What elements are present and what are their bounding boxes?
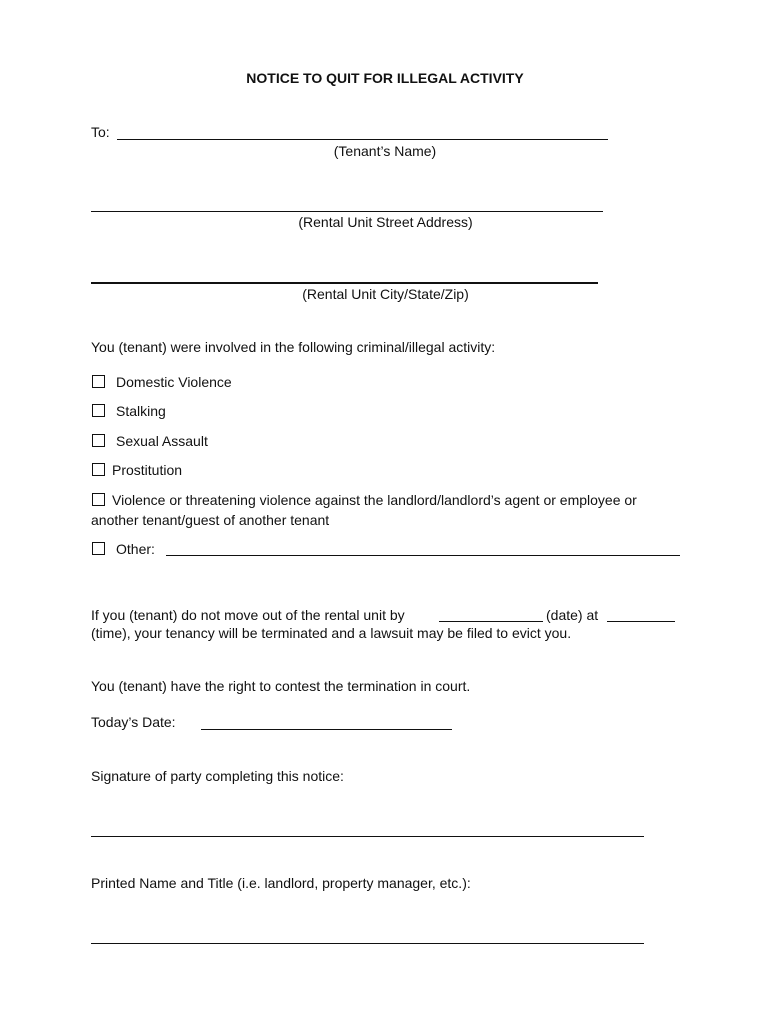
city-state-zip-caption: (Rental Unit City/State/Zip) [302,286,469,302]
move-out-text-start: If you (tenant) do not move out of the rental unit by [91,607,405,623]
tenant-name-field[interactable] [117,139,608,140]
todays-date-label: Today’s Date: [91,714,176,730]
other-activity-field[interactable] [166,555,680,556]
violence-threat-label-continued: another tenant/guest of another tenant [91,512,330,528]
sexual-assault-checkbox[interactable] [92,434,105,447]
move-out-date-field[interactable] [439,621,543,622]
document-title: NOTICE TO QUIT FOR ILLEGAL ACTIVITY [246,70,524,86]
sexual-assault-label: Sexual Assault [116,433,208,449]
prostitution-label: Prostitution [112,462,183,478]
domestic-violence-checkbox[interactable] [92,375,105,388]
move-out-text-end: (time), your tenancy will be terminated and a lawsuit may be filed to evict you. [91,625,572,641]
involvement-intro: You (tenant) were involved in the following criminal/illegal activity: [91,339,496,355]
street-address-caption: (Rental Unit Street Address) [298,214,473,230]
to-label: To: [91,124,110,140]
street-address-field[interactable] [91,211,603,212]
violence-threat-label: Violence or threatening violence against the landlord/landlord’s agent or employee or [112,492,637,508]
signature-field[interactable] [91,836,644,837]
other-label: Other: [116,541,155,557]
signature-label: Signature of party completing this notice: [91,768,344,784]
other-checkbox[interactable] [92,542,105,555]
prostitution-checkbox[interactable] [92,463,105,476]
move-out-date-label: (date) at [546,607,599,623]
stalking-label: Stalking [116,403,166,419]
city-state-zip-field[interactable] [91,282,598,284]
move-out-time-field[interactable] [607,621,675,622]
printed-name-field[interactable] [91,943,644,944]
printed-name-label: Printed Name and Title (i.e. landlord, property manager, etc.): [91,875,471,891]
todays-date-field[interactable] [201,729,452,730]
tenant-name-caption: (Tenant’s Name) [333,143,437,159]
stalking-checkbox[interactable] [92,404,105,417]
violence-threat-checkbox[interactable] [92,493,105,506]
contest-right-text: You (tenant) have the right to contest the termination in court. [91,678,471,694]
domestic-violence-label: Domestic Violence [116,374,232,390]
